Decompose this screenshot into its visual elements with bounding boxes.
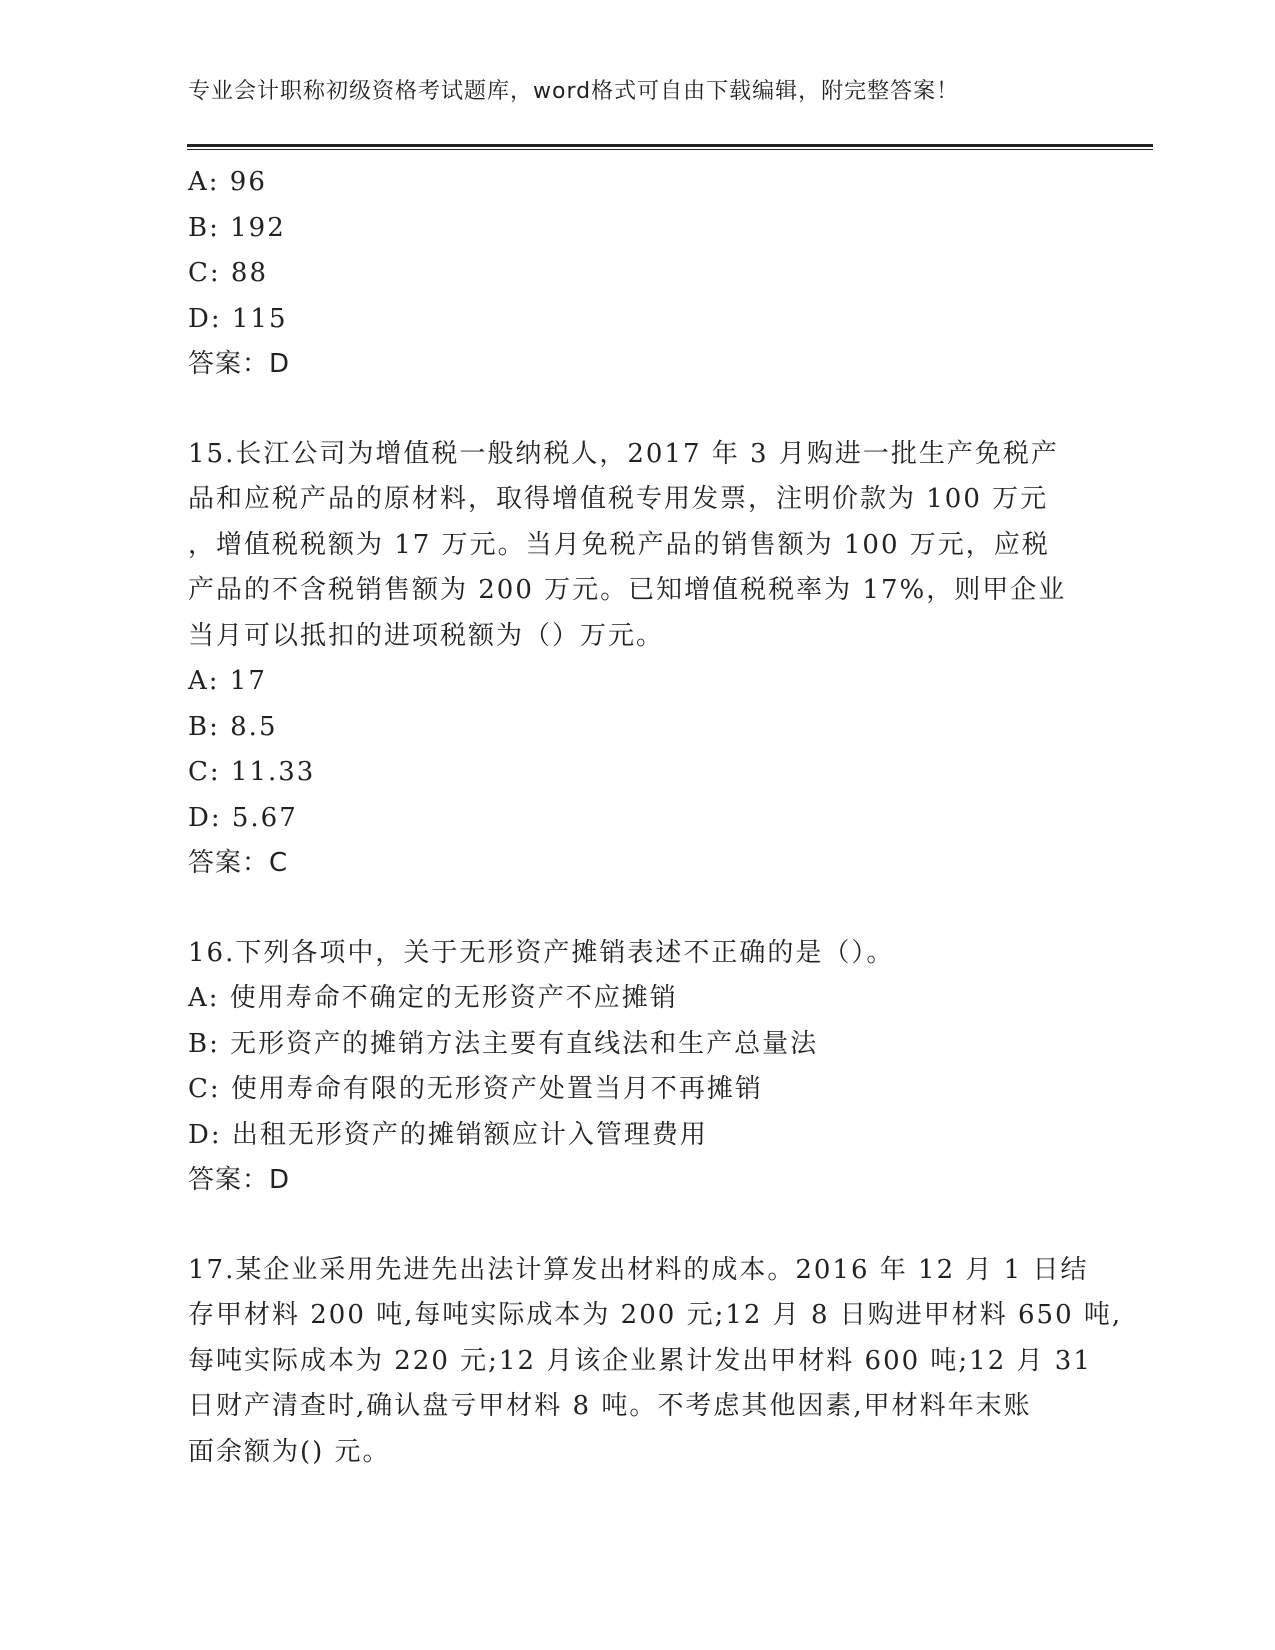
question-16-options xyxy=(188,976,1088,1158)
option-b: B: 8.5 xyxy=(188,711,278,742)
question-17-stem xyxy=(188,1248,1123,1476)
option-d: D: 5.67 xyxy=(188,802,298,833)
stem-line: 品和应税产品的原材料，取得增值税专用发票，注明价款为 100 万元 xyxy=(188,484,1049,514)
stem-line: 面余额为() 元。 xyxy=(188,1436,391,1467)
header-divider-thin xyxy=(187,149,1153,150)
option-a: A: 96 xyxy=(188,167,267,197)
stem-line: 存甲材料 200 吨,每吨实际成本为 200 元;12 月 8 日购进甲材料 650 吨, xyxy=(188,1300,1123,1330)
stem-line: 17.某企业采用先进先出法计算发出材料的成本。2016 年 12 月 1 日结 xyxy=(188,1254,1089,1285)
option-a: A: 使用寿命不确定的无形资产不应摊销 xyxy=(188,983,678,1013)
stem-line: 产品的不含税销售额为 200 万元。已知增值税税率为 17%，则甲企业 xyxy=(188,575,1067,605)
option-c: C: 88 xyxy=(188,258,269,288)
header-divider-thick xyxy=(187,144,1153,147)
option-b: B: 无形资产的摊销方法主要有直线法和生产总量法 xyxy=(188,1028,819,1059)
document-body xyxy=(188,160,1123,1475)
option-b: B: 192 xyxy=(188,212,286,243)
option-c: C: 11.33 xyxy=(188,757,316,787)
option-c: C: 使用寿命有限的无形资产处置当月不再摊销 xyxy=(188,1074,763,1104)
question-16-answer: 答案：D xyxy=(188,1165,291,1195)
stem-line: 15.长江公司为增值税一般纳税人，2017 年 3 月购进一批生产免税产 xyxy=(188,438,1059,469)
question-14-answer: 答案：D xyxy=(188,349,291,379)
option-a: A: 17 xyxy=(188,666,267,696)
option-d: D: 115 xyxy=(188,303,288,334)
option-d: D: 出租无形资产的摊销额应计入管理费用 xyxy=(188,1119,708,1150)
stem-line: 16.下列各项中，关于无形资产摊销表述不正确的是（）。 xyxy=(188,937,895,968)
question-15-stem xyxy=(188,432,1088,660)
stem-line: 日财产清查时,确认盘亏甲材料 8 吨。不考虑其他因素,甲材料年末账 xyxy=(188,1391,1032,1421)
question-15-options xyxy=(188,659,1088,841)
document-header: 专业会计职称初级资格考试题库，word格式可自由下载编辑，附完整答案！ xyxy=(188,79,960,104)
question-15-answer: 答案：C xyxy=(188,848,289,878)
stem-line: 每吨实际成本为 220 元;12 月该企业累计发出甲材料 600 吨;12 月 31 xyxy=(188,1345,1092,1376)
question-16-stem xyxy=(188,931,1088,977)
question-14-options xyxy=(188,160,1088,342)
stem-line: 当月可以抵扣的进项税额为（）万元。 xyxy=(188,620,665,651)
stem-line: ，增值税税额为 17 万元。当月免税产品的销售额为 100 万元，应税 xyxy=(188,529,1050,560)
